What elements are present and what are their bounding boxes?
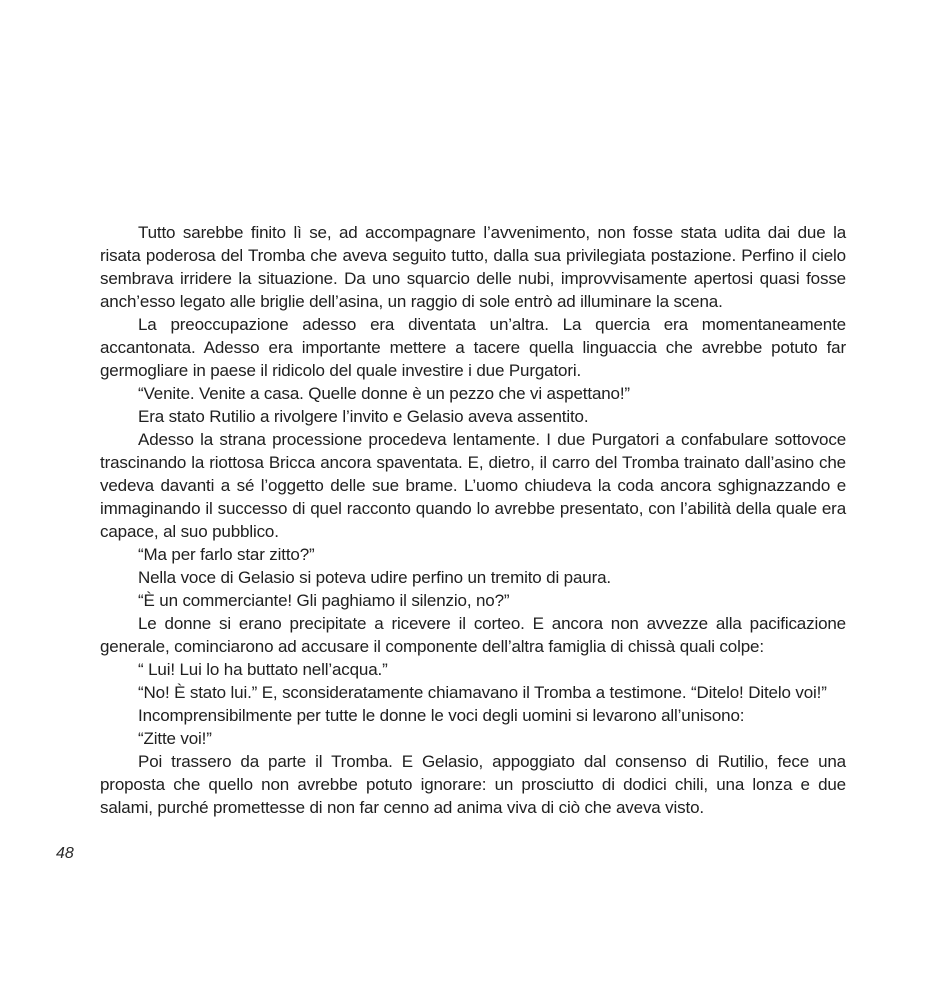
- paragraph: “Zitte voi!”: [138, 729, 212, 748]
- paragraph: Nella voce di Gelasio si poteva udire perfino un tremito di paura.: [138, 568, 611, 587]
- paragraph: Le donne si erano precipitate a ricevere il corteo. E ancora non avvezze alla pacificazione generale, cominciarono ad accusare il componente dell’altra famiglia di chissà quali colpe:: [100, 614, 846, 656]
- paragraph: Tutto sarebbe finito lì se, ad accompagnare l’avvenimento, non fosse stata udita dai due la risata poderosa del Tromba che aveva seguito tutto, dalla sua privilegiata postazione. Perfino il cielo sembrava irridere la situazione. Da uno squarcio delle nubi, improvvisamente apertosi quasi fosse anch’esso legato alle briglie dell’asina, un raggio di sole entrò ad illuminare la scena.: [100, 223, 846, 311]
- paragraph: “È un commerciante! Gli paghiamo il silenzio, no?”: [138, 591, 510, 610]
- page-number: 48: [56, 845, 74, 862]
- paragraph: “No! È stato lui.” E, sconsideratamente chiamavano il Tromba a testimone. “Ditelo! Ditelo voi!”: [138, 683, 827, 702]
- text-block: [100, 221, 846, 819]
- paragraph: La preoccupazione adesso era diventata un’altra. La quercia era momentaneamente accantonata. Adesso era importante mettere a tacere quella linguaccia che avrebbe potuto far germogliare in paese il ridicolo del quale investire i due Purgatori.: [100, 315, 846, 380]
- paragraph: “Venite. Venite a casa. Quelle donne è un pezzo che vi aspettano!”: [138, 384, 630, 403]
- paragraph: Adesso la strana processione procedeva lentamente. I due Purgatori a confabulare sottovoce trascinando la riottosa Bricca ancora spaventata. E, dietro, il carro del Tromba trainato dall’asino che vedeva davanti a sé l’oggetto delle sue brame. L’uomo chiudeva la coda ancora sghignazzando e immaginando il successo di quel racconto quando lo avrebbe presentato, con l’abilità della quale era capace, al suo pubblico.: [100, 430, 846, 541]
- paragraph: Incomprensibilmente per tutte le donne le voci degli uomini si levarono all’unisono:: [138, 706, 745, 725]
- paragraph: “ Lui! Lui lo ha buttato nell’acqua.”: [138, 660, 388, 679]
- paragraph: Era stato Rutilio a rivolgere l’invito e Gelasio aveva assentito.: [138, 407, 589, 426]
- paragraph: “Ma per farlo star zitto?”: [138, 545, 315, 564]
- paragraph: Poi trassero da parte il Tromba. E Gelasio, appoggiato dal consenso di Rutilio, fece una proposta che quello non avrebbe potuto ignorare: un prosciutto di dodici chili, una lonza e due salami, purché promettesse di non far cenno ad anima viva di ciò che aveva visto.: [100, 752, 846, 817]
